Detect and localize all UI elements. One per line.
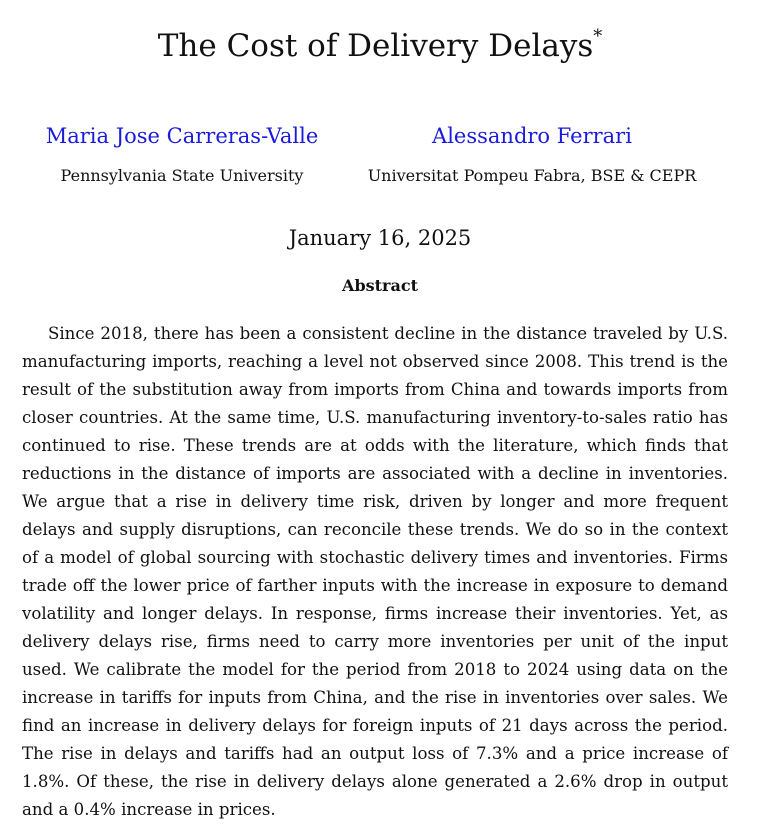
abstract-text: Since 2018, there has been a consistent decline in the distance traveled by U.S. manufacturing imports, reaching a level not observed since 2008. This trend is the result of the substitution away from imports from China and towards imports from closer countries. At the same time, U.S. manufacturing inventory-to-sales ratio has continued to rise. These trends are at odds with the literature, which finds that reductions in the distance of imports are associated with a decline in inventories. We argue that a rise in delivery time risk, driven by longer and more frequent delays and supply disruptions, can reconcile these trends. We do so in the context of a model of global sourcing with stochastic delivery times and inventories. Firms trade off the lower price of farther inputs with the increase in exposure to demand volatility and longer delays. In response, firms increase their inventories. Yet, as delivery delays rise, firms need to carry more inventories per unit of the input used. We calibrate the model for the period from 2018 to 2024 using data on the increase in tariffs for inputs from China, and the rise in inventories over sales. We find an increase in delivery delays for foreign inputs of 21 days across the period. The rise in delays and tariffs had an output loss of 7.3% and a price increase of 1.8%. Of these, the rise in delivery delays alone generated a 2.6% drop in output and a 0.4% increase in prices.: [22, 324, 728, 819]
author-affiliation: Universitat Pompeu Fabra, BSE & CEPR: [367, 166, 697, 185]
author-affiliation: Pennsylvania State University: [60, 166, 304, 185]
author-block-1: [42, 124, 322, 185]
author-name-link[interactable]: Alessandro Ferrari: [432, 124, 632, 148]
paper-title: [0, 28, 760, 64]
publication-date: January 16, 2025: [288, 226, 472, 250]
abstract-heading: Abstract: [342, 276, 418, 295]
author-block-2: [352, 124, 712, 185]
title-footnote-mark[interactable]: *: [593, 26, 603, 47]
paper-title-text: The Cost of Delivery Delays: [157, 28, 594, 64]
author-name-link[interactable]: Maria Jose Carreras-Valle: [45, 124, 319, 148]
